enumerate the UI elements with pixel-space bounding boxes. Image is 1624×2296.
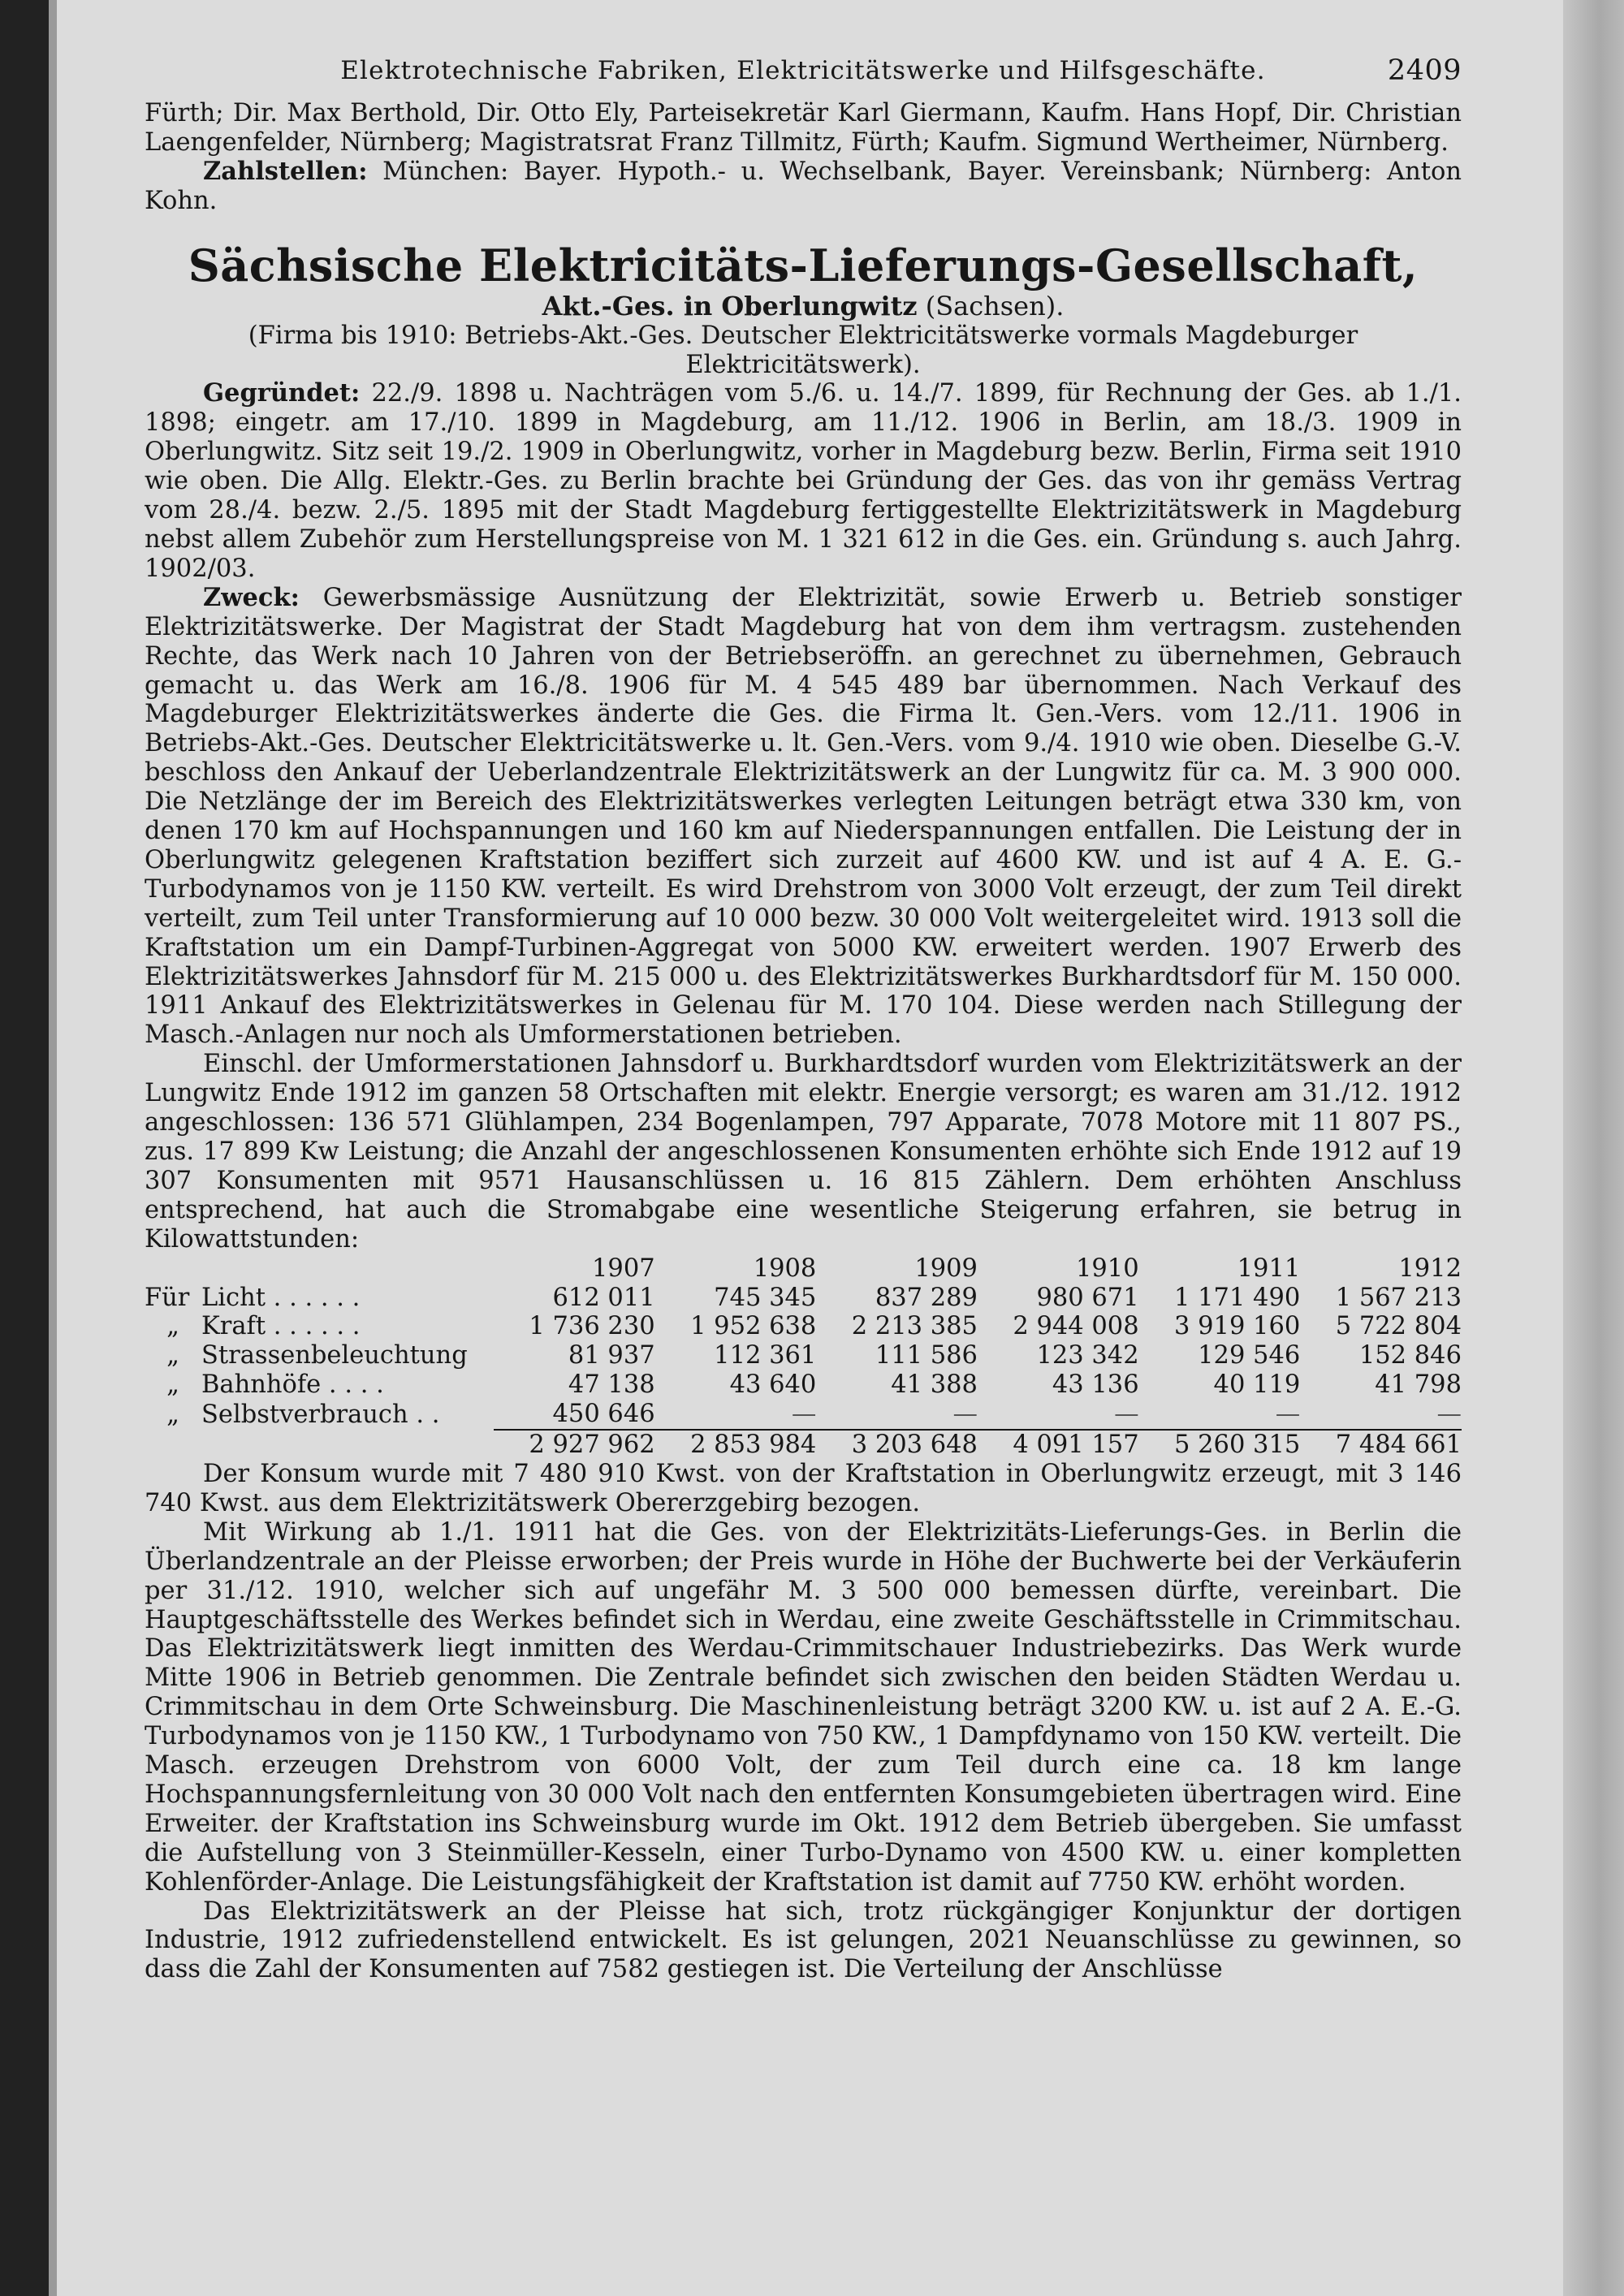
table-cell: 745 345 [714, 1283, 817, 1312]
page-number: 2409 [1387, 54, 1462, 87]
total-cell: 2 927 962 [494, 1430, 655, 1460]
company-name: Sächsische Elektricitäts-Lieferungs-Gesellschaft, [188, 239, 1419, 291]
running-header [145, 54, 1462, 99]
scan-left-edge [0, 0, 49, 2296]
table-cell: 837 289 [875, 1283, 978, 1312]
zweck-text: Gewerbsmässige Ausnützung der Elektrizität, sowie Erwerb u. Betrieb sonstiger Elektrizitätswerke. Der Magistrat der Stadt Magdeburg hat von dem ihm vertragsm. zustehenden Rechte, das Werk nach 10 Jahren von der Betriebseröffn. an gerechnet zu übernehmen, Gebrauch gemacht u. das Werk am 16./8. 1906 für M. 4 545 489 bar übernommen. Nach Verkauf des Magdeburger Elektrizitätswerkes änderte die Ges. die Firma lt. Gen.-Vers. vom 12./11. 1906 in Betriebs-Akt.-Ges. Deutscher Elektricitätswerke u. lt. Gen.-Vers. vom 9./4. 1910 wie oben. Dieselbe G.-V. beschloss den Ankauf der Ueberlandzentrale Elektrizitätswerk an der Lungwitz für ca. M. 3 900 000. Die Netzlänge der im Bereich des Elektrizitätswerkes verlegten Leitungen beträgt etwa 330 km, von denen 170 km auf Hochspannungen und 160 km auf Niederspannungen entfallen. Die Leistung der in Oberlungwitz gelegenen Kraftstation beziffert sich zurzeit auf 4600 KW. und ist auf 4 A. E. G.-Turbodynamos von je 1150 KW. verteilt. Es wird Drehstrom von 3000 Volt erzeugt, der zum Teil direkt verteilt, zum Teil unter Transformierung auf 10 000 bezw. 30 000 Volt weitergeleitet wird. 1913 soll die Kraftstation um ein Dampf-Turbinen-Aggregat von 5000 KW. erweitert werden. 1907 Erwerb des Elektrizitätswerkes Jahnsdorf für M. 215 000 u. des Elektrizitätswerkes Burkhardtsdorf für M. 150 000. 1911 Ankauf des Elektrizitätswerkes in Gelenau für M. 170 104. Diese werden nach Stillegung der Masch.-Anlagen nur noch als Umformerstationen betrieben. [145, 583, 1462, 1050]
table-cell: 2 944 008 [1013, 1312, 1139, 1341]
company-legal-form: Akt.-Ges. in Oberlungwitz [542, 290, 918, 322]
table-cell: — [1275, 1400, 1301, 1429]
total-cell: 7 484 661 [1300, 1430, 1462, 1460]
zweck-label: Zweck: [203, 582, 300, 612]
scan-right-edge [1563, 0, 1624, 2296]
table-row [145, 1312, 1462, 1341]
pleisse-paragraph: Das Elektrizitätswerk an der Pleisse hat sich, trotz rückgängiger Konjunktur der dortigen Industrie, 1912 zufriedenstellend entwickelt. Es ist gelungen, 2021 Neuanschlüsse zu gewinnen, so dass die Zahl der Konsumenten auf 7582 gestiegen ist. Die Verteilung der Anschlüsse [145, 1897, 1462, 1984]
total-cell: 4 091 157 [978, 1430, 1139, 1460]
row-label: Für Licht . . . . . . [145, 1283, 361, 1312]
table-cell: — [1114, 1400, 1139, 1429]
zweck-paragraph [145, 584, 1462, 1051]
table-cell: 129 546 [1198, 1341, 1301, 1370]
year-header: 1909 [914, 1254, 978, 1283]
table-header-row [145, 1254, 1462, 1284]
year-header: 1908 [753, 1254, 817, 1283]
gegruendet-label: Gegründet: [203, 378, 361, 408]
table-cell: 612 011 [552, 1283, 655, 1312]
table-cell: 41 798 [1375, 1370, 1462, 1400]
wirkung-paragraph: Mit Wirkung ab 1./1. 1911 hat die Ges. von der Elektrizitäts-Lieferungs-Ges. in Berlin die Überlandzentrale an der Pleisse erworben; der Preis wurde in Höhe der Buchwerte bei der Verkäuferin per 31./12. 1910, welcher sich auf ungefähr M. 3 500 000 bemessen dürfte, vereinbart. Die Hauptgeschäftsstelle des Werkes befindet sich in Werdau, eine zweite Geschäftsstelle in Crimmitschau. Das Elektrizitätswerk liegt inmitten des Werdau-Crimmitschauer Industriebezirks. Das Werk wurde Mitte 1906 in Betrieb genommen. Die Zentrale befindet sich zwischen den beiden Städten Werdau u. Crimmitschau in dem Orte Schweinsburg. Die Maschinenleistung beträgt 3200 KW. u. ist auf 2 A. E.-G. Turbodynamos von je 1150 KW., 1 Turbodynamo von 750 KW., 1 Dampfdynamo von 150 KW. verteilt. Die Masch. erzeugen Drehstrom von 6000 Volt, der zum Teil durch eine ca. 18 km lange Hochspannungsfernleitung von 30 000 Volt nach den entfernten Konsumgebieten übertragen wird. Eine Erweiter. der Kraftstation ins Schweinsburg wurde im Okt. 1912 dem Betrieb übergeben. Sie umfasst die Aufstellung von 3 Steinmüller-Kesseln, einer Turbo-Dynamo von 4500 KW. u. einer kompletten Kohlenförder-Anlage. Die Leistungsfähigkeit der Kraftstation ist damit auf 7750 KW. erhöht worden. [145, 1517, 1462, 1897]
table-cell: 43 640 [729, 1370, 817, 1400]
year-header: 1911 [1237, 1254, 1301, 1283]
company-subtitle [145, 291, 1462, 322]
company-former-name: (Firma bis 1910: Betriebs-Akt.-Ges. Deutscher Elektricitätswerke vormals Magdeburger Elektricitätswerk). [248, 321, 1358, 379]
year-header: 1912 [1398, 1254, 1462, 1283]
table-cell: — [952, 1400, 978, 1429]
table-row [145, 1400, 1462, 1430]
table-cell: 123 342 [1036, 1341, 1139, 1370]
table-row [145, 1341, 1462, 1370]
zahlstellen-label: Zahlstellen: [203, 156, 368, 186]
table-cell: 81 937 [568, 1341, 655, 1370]
row-label: „ Strassenbeleuchtung [166, 1341, 468, 1370]
table-cell: 111 586 [875, 1341, 978, 1370]
table-cell: 450 646 [552, 1400, 655, 1429]
table-cell: 5 722 804 [1335, 1312, 1462, 1341]
table-cell: — [1436, 1400, 1462, 1429]
gegruendet-text: 22./9. 1898 u. Nachträgen vom 5./6. u. 14./7. 1899, für Rechnung der Ges. ab 1./1. 1898; eingetr. am 17./10. 1899 in Magdeburg, am 11./12. 1906 in Berlin, am 18./3. 1909 in Oberlungwitz. Sitz seit 19./2. 1909 in Oberlungwitz, vorher in Magdeburg bezw. Berlin, Firma seit 1910 wie oben. Die Allg. Elektr.-Ges. zu Berlin brachte bei Gründung der Ges. das von ihr gemäss Vertrag vom 28./4. bezw. 2./5. 1895 mit der Stadt Magdeburg fertiggestellte Elektrizitätswerk in Magdeburg nebst allem Zubehör zum Herstellungspreise von M. 1 321 612 in die Ges. ein. Gründung s. auch Jahrg. 1902/03. [145, 379, 1462, 583]
table-cell: 1 171 490 [1174, 1283, 1301, 1312]
document-page [145, 54, 1462, 1984]
table-cell: 2 213 385 [851, 1312, 978, 1341]
company-region: (Sachsen). [925, 290, 1065, 322]
table-cell: 1 952 638 [690, 1312, 817, 1341]
table-row [145, 1370, 1462, 1400]
table-cell: 41 388 [891, 1370, 978, 1400]
row-label: „ Selbstverbrauch . . [166, 1400, 440, 1429]
table-cell: 152 846 [1358, 1341, 1462, 1370]
table-cell: — [791, 1400, 817, 1429]
total-cell: 2 853 984 [655, 1430, 817, 1460]
table-cell: 1 567 213 [1335, 1283, 1462, 1312]
table-total-row [145, 1430, 1462, 1460]
zahlstellen-text: München: Bayer. Hypoth.- u. Wechselbank, Bayer. Vereinsbank; Nürnberg: Anton Kohn. [145, 157, 1462, 215]
stromabgabe-table [145, 1254, 1462, 1460]
einschl-paragraph: Einschl. der Umformerstationen Jahnsdorf u. Burkhardtsdorf wurden vom Elektrizitätswerk an der Lungwitz Ende 1912 im ganzen 58 Ortschaften mit elektr. Energie versorgt; es waren am 31./12. 1912 angeschlossen: 136 571 Glühlampen, 234 Bogenlampen, 797 Apparate, 7078 Motore mit 11 807 PS., zus. 17 899 Kw Leistung; die Anzahl der angeschlossenen Konsumenten erhöhte sich Ende 1912 auf 19 307 Konsumenten mit 9571 Hausanschlüssen u. 16 815 Zählern. Dem erhöhten Anschluss entsprechend, hat auch die Stromabgabe eine wesentliche Steigerung erfahren, sie betrug in Kilowattstunden: [145, 1050, 1462, 1254]
total-cell: 3 203 648 [816, 1430, 978, 1460]
table-cell: 1 736 230 [529, 1312, 655, 1341]
year-header: 1907 [592, 1254, 655, 1283]
intro-board-list: Fürth; Dir. Max Berthold, Dir. Otto Ely, Parteisekretär Karl Giermann, Kaufm. Hans Hopf, Dir. Christian Laengenfelder, Nürnberg; Magistratsrat Franz Tillmitz, Fürth; Kaufm. Sigmund Wertheimer, Nürnberg. [145, 99, 1462, 157]
table-row [145, 1284, 1462, 1313]
row-label: „ Bahnhöfe . . . . [166, 1370, 384, 1400]
konsum-paragraph: Der Konsum wurde mit 7 480 910 Kwst. von der Kraftstation in Oberlungwitz erzeugt, mit 3 146 740 Kwst. aus dem Elektrizitätswerk Obererzgebirg bezogen. [145, 1459, 1462, 1517]
row-label: „ Kraft . . . . . . [166, 1312, 361, 1341]
table-cell: 112 361 [714, 1341, 817, 1370]
zahlstellen-paragraph [145, 158, 1462, 216]
year-header: 1910 [1076, 1254, 1139, 1283]
table-cell: 3 919 160 [1174, 1312, 1301, 1341]
table-cell: 980 671 [1036, 1283, 1139, 1312]
running-title: Elektrotechnische Fabriken, Elektricitätswerke und Hilfsgeschäfte. [340, 56, 1266, 85]
gegruendet-paragraph [145, 379, 1462, 583]
total-cell: 5 260 315 [1139, 1430, 1301, 1460]
table-cell: 47 138 [568, 1370, 655, 1400]
table-cell: 43 136 [1052, 1370, 1139, 1400]
table-cell: 40 119 [1213, 1370, 1301, 1400]
